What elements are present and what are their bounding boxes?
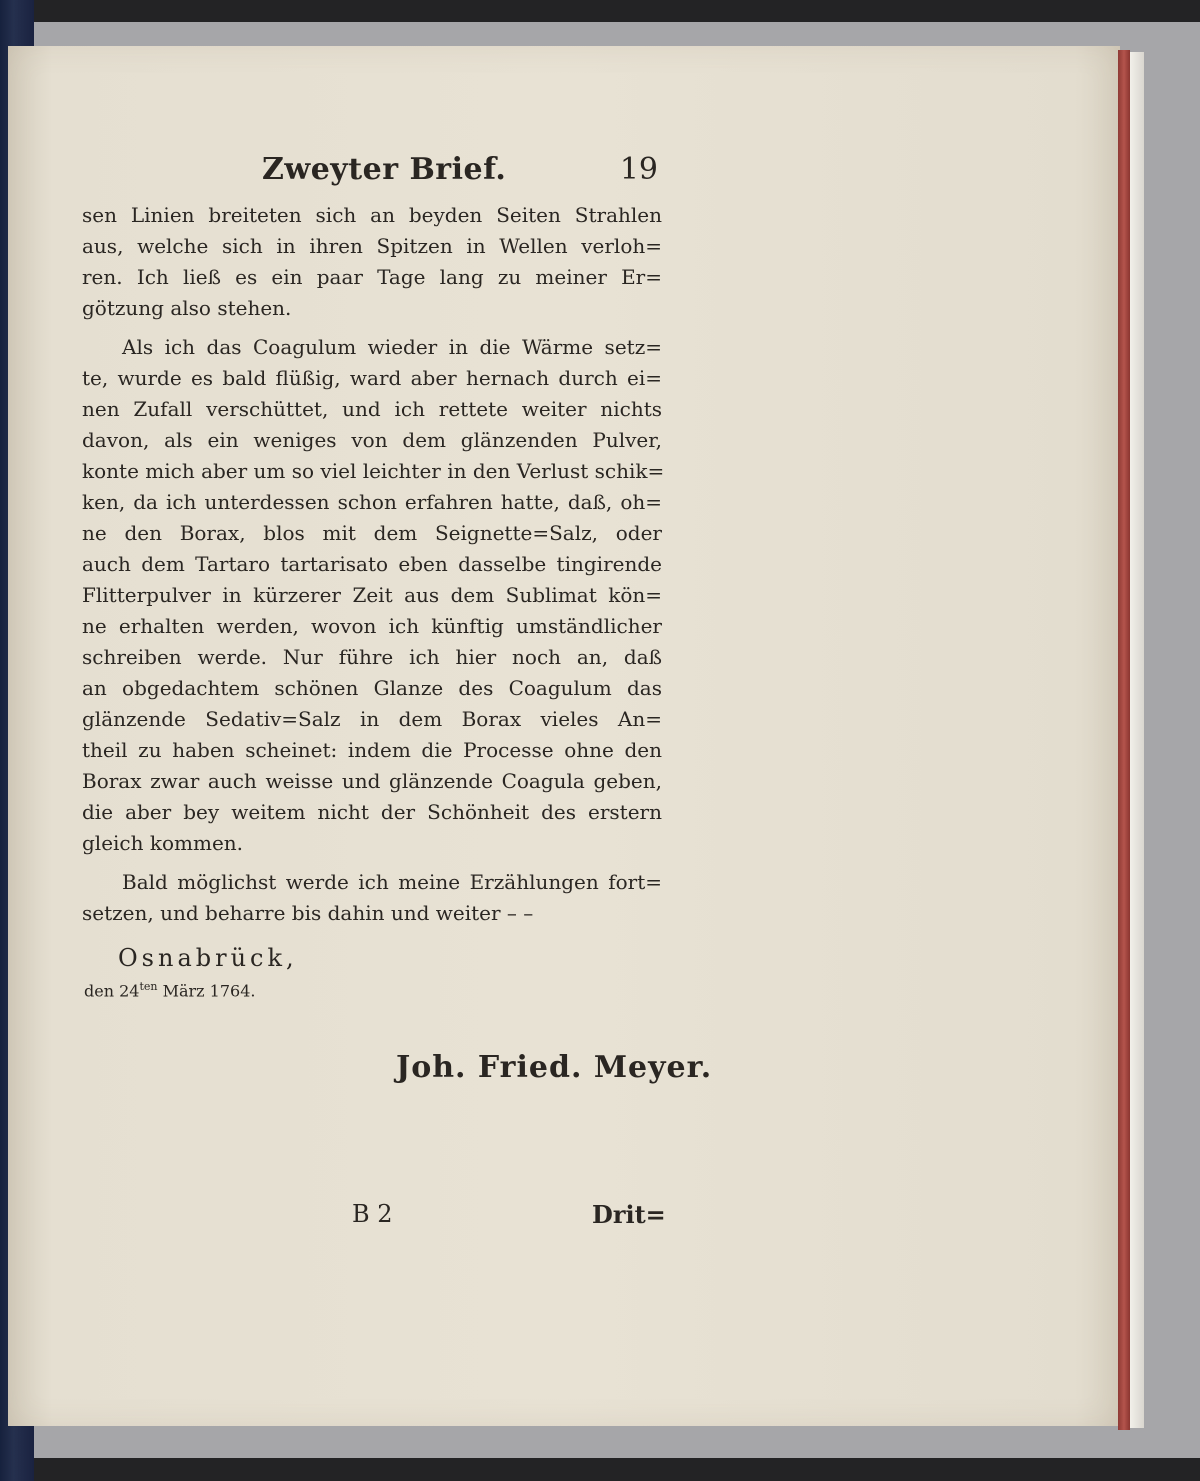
date-prefix: den 24 [84, 981, 140, 1001]
date-rest: März 1764. [157, 981, 256, 1001]
text-line: konte mich aber um so viel leichter in den Verlust schik= [82, 459, 665, 483]
text-line: Als ich das Coagulum wieder in die Wärme setz= [122, 335, 662, 359]
text-line: auch dem Tartaro tartarisato eben dasselbe tingirende [82, 552, 662, 576]
text-line: gleich kommen. [82, 831, 244, 855]
text-line: ren. Ich ließ es ein paar Tage lang zu meiner Er= [82, 265, 662, 289]
text-line: Bald möglichst werde ich meine Erzählungen fort= [122, 870, 662, 894]
closing-date [84, 980, 255, 1000]
closing-place: Osnabrück, [118, 944, 298, 972]
text-line: ken, da ich unterdessen schon erfahren hatte, daß, oh= [82, 490, 662, 514]
page-edge-white [1130, 52, 1144, 1428]
text-line: davon, als ein weniges von dem glänzenden Pulver, [82, 428, 662, 452]
text-line: schreiben werde. Nur führe ich hier noch an, daß [82, 645, 662, 669]
text-line: te, wurde es bald flüßig, ward aber hernach durch ei= [82, 366, 662, 390]
text-line: ne erhalten werden, wovon ich künftig umständlicher [82, 614, 662, 638]
page-header [80, 152, 660, 196]
paragraph-2 [82, 332, 665, 859]
text-line: Flitterpulver in kürzerer Zeit aus dem Sublimat kön= [82, 583, 662, 607]
text-line: setzen, und beharre bis dahin und weiter – – [82, 901, 534, 925]
text-line: die aber bey weitem nicht der Schönheit des erstern [82, 800, 662, 824]
text-line: nen Zufall verschüttet, und ich rettete weiter nichts [82, 397, 662, 421]
date-suffix: ten [139, 980, 158, 993]
text-line: götzung also stehen. [82, 296, 292, 320]
running-title: Zweyter Brief. [262, 152, 507, 187]
paragraph-1 [82, 200, 662, 324]
signature-mark: B 2 [352, 1200, 393, 1228]
text-line: ne den Borax, blos mit dem Seignette=Salz, oder [82, 521, 662, 545]
text-line: theil zu haben scheinet: indem die Processe ohne den [82, 738, 662, 762]
text-line: aus, welche sich in ihren Spitzen in Wellen verloh= [82, 234, 662, 258]
text-line: glänzende Sedativ=Salz in dem Borax vieles An= [82, 707, 662, 731]
catchword: Drit= [592, 1200, 666, 1229]
text-line: sen Linien breiteten sich an beyden Seiten Strahlen [82, 203, 662, 227]
page-edge-red [1118, 50, 1130, 1430]
text-line: Borax zwar auch weisse und glänzende Coagula geben, [82, 769, 662, 793]
paragraph-3 [82, 867, 662, 929]
text-line: an obgedachtem schönen Glanze des Coagulum das [82, 676, 662, 700]
author-signature: Joh. Fried. Meyer. [396, 1050, 713, 1085]
page-number: 19 [619, 152, 658, 187]
body-text [82, 200, 665, 937]
